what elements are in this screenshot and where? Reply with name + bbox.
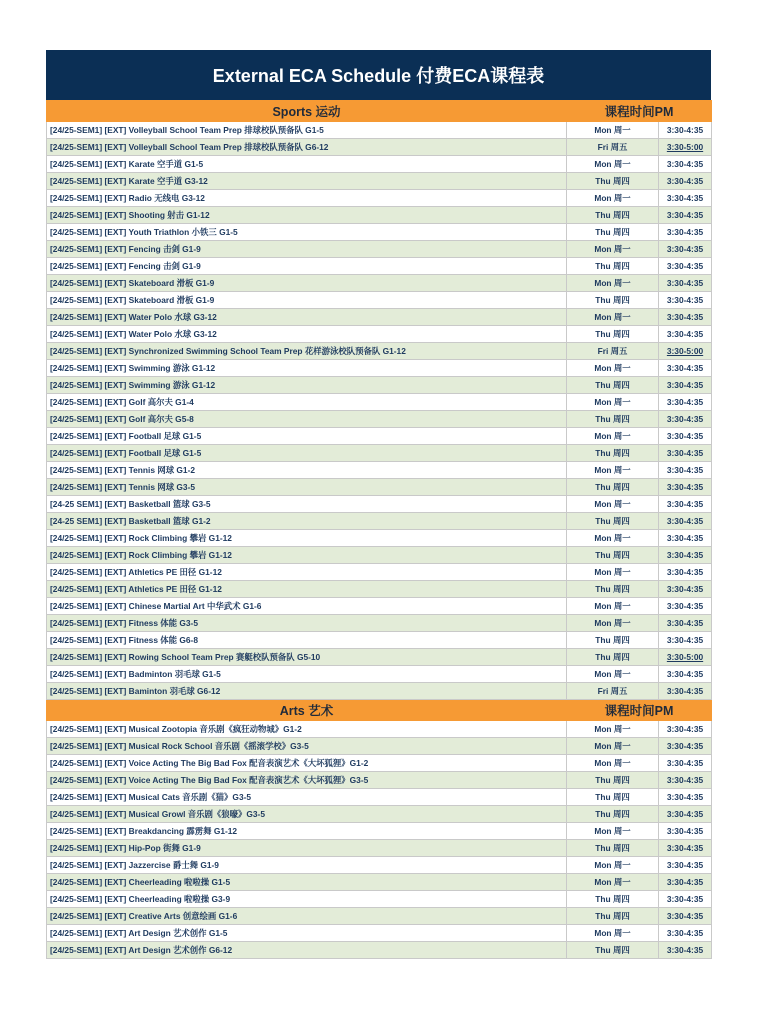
time-column-header: 课程时间PM xyxy=(567,700,712,721)
day-cell: Fri 周五 xyxy=(567,683,659,700)
table-row xyxy=(47,806,712,823)
time-cell: 3:30-4:35 xyxy=(659,772,712,789)
time-cell: 3:30-4:35 xyxy=(659,224,712,241)
course-name-cell: [24/25-SEM1] [EXT] Musical Cats 音乐剧《猫》G3-5 xyxy=(47,789,567,806)
table-row xyxy=(47,857,712,874)
course-name-cell: [24/25-SEM1] [EXT] Football 足球 G1-5 xyxy=(47,428,567,445)
day-cell: Mon 周一 xyxy=(567,190,659,207)
day-cell: Thu 周四 xyxy=(567,377,659,394)
table-row xyxy=(47,632,712,649)
table-row xyxy=(47,428,712,445)
day-cell: Thu 周四 xyxy=(567,173,659,190)
course-name-cell: [24/25-SEM1] [EXT] Cheerleading 啦啦操 G1-5 xyxy=(47,874,567,891)
course-name-cell: [24/25-SEM1] [EXT] Badminton 羽毛球 G1-5 xyxy=(47,666,567,683)
time-cell: 3:30-4:35 xyxy=(659,496,712,513)
course-name-cell: [24/25-SEM1] [EXT] Skateboard 滑板 G1-9 xyxy=(47,275,567,292)
schedule-table xyxy=(46,100,712,959)
time-cell: 3:30-4:35 xyxy=(659,513,712,530)
table-row xyxy=(47,908,712,925)
course-name-cell: [24/25-SEM1] [EXT] Fitness 体能 G6-8 xyxy=(47,632,567,649)
time-cell: 3:30-4:35 xyxy=(659,156,712,173)
day-cell: Thu 周四 xyxy=(567,840,659,857)
day-cell: Mon 周一 xyxy=(567,122,659,139)
day-cell: Mon 周一 xyxy=(567,530,659,547)
table-row xyxy=(47,840,712,857)
day-cell: Mon 周一 xyxy=(567,615,659,632)
time-cell: 3:30-4:35 xyxy=(659,908,712,925)
day-cell: Thu 周四 xyxy=(567,942,659,959)
course-name-cell: [24/25-SEM1] [EXT] Fitness 体能 G3-5 xyxy=(47,615,567,632)
course-name-cell: [24/25-SEM1] [EXT] Art Design 艺术创作 G6-12 xyxy=(47,942,567,959)
course-name-cell: [24/25-SEM1] [EXT] Hip-Pop 街舞 G1-9 xyxy=(47,840,567,857)
day-cell: Thu 周四 xyxy=(567,207,659,224)
table-row xyxy=(47,823,712,840)
table-row xyxy=(47,598,712,615)
table-row xyxy=(47,241,712,258)
day-cell: Thu 周四 xyxy=(567,806,659,823)
time-cell: 3:30-4:35 xyxy=(659,891,712,908)
time-cell: 3:30-4:35 xyxy=(659,122,712,139)
course-name-cell: [24/25-SEM1] [EXT] Rock Climbing 攀岩 G1-12 xyxy=(47,530,567,547)
course-name-cell: [24/25-SEM1] [EXT] Chinese Martial Art 中华武术 G1-6 xyxy=(47,598,567,615)
table-row xyxy=(47,326,712,343)
time-cell: 3:30-4:35 xyxy=(659,428,712,445)
time-cell: 3:30-4:35 xyxy=(659,857,712,874)
course-name-cell: [24/25-SEM1] [EXT] Shooting 射击 G1-12 xyxy=(47,207,567,224)
table-row xyxy=(47,207,712,224)
time-cell: 3:30-4:35 xyxy=(659,292,712,309)
day-cell: Thu 周四 xyxy=(567,772,659,789)
table-row xyxy=(47,891,712,908)
time-cell: 3:30-4:35 xyxy=(659,942,712,959)
day-cell: Thu 周四 xyxy=(567,513,659,530)
time-cell: 3:30-4:35 xyxy=(659,207,712,224)
day-cell: Thu 周四 xyxy=(567,789,659,806)
course-name-cell: [24/25-SEM1] [EXT] Voice Acting The Big Bad Fox 配音表演艺术《大坏狐狸》G1-2 xyxy=(47,755,567,772)
course-name-cell: [24/25-SEM1] [EXT] Musical Growl 音乐剧《狼嚎》G3-5 xyxy=(47,806,567,823)
table-row xyxy=(47,394,712,411)
time-cell: 3:30-5:00 xyxy=(659,649,712,666)
course-name-cell: [24/25-SEM1] [EXT] Baminton 羽毛球 G6-12 xyxy=(47,683,567,700)
table-row xyxy=(47,755,712,772)
course-name-cell: [24/25-SEM1] [EXT] Cheerleading 啦啦操 G3-9 xyxy=(47,891,567,908)
time-cell: 3:30-4:35 xyxy=(659,173,712,190)
course-name-cell: [24/25-SEM1] [EXT] Creative Arts 创意绘画 G1-6 xyxy=(47,908,567,925)
table-row xyxy=(47,789,712,806)
course-name-cell: [24/25-SEM1] [EXT] Karate 空手道 G1-5 xyxy=(47,156,567,173)
day-cell: Thu 周四 xyxy=(567,891,659,908)
day-cell: Thu 周四 xyxy=(567,632,659,649)
time-cell: 3:30-4:35 xyxy=(659,874,712,891)
time-cell: 3:30-4:35 xyxy=(659,479,712,496)
table-row xyxy=(47,292,712,309)
table-row xyxy=(47,224,712,241)
day-cell: Mon 周一 xyxy=(567,755,659,772)
day-cell: Mon 周一 xyxy=(567,309,659,326)
table-row xyxy=(47,683,712,700)
table-row xyxy=(47,530,712,547)
time-cell: 3:30-4:35 xyxy=(659,738,712,755)
day-cell: Thu 周四 xyxy=(567,547,659,564)
day-cell: Thu 周四 xyxy=(567,479,659,496)
time-cell: 3:30-5:00 xyxy=(659,343,712,360)
table-row xyxy=(47,721,712,738)
table-row xyxy=(47,377,712,394)
course-name-cell: [24/25-SEM1] [EXT] Art Design 艺术创作 G1-5 xyxy=(47,925,567,942)
day-cell: Thu 周四 xyxy=(567,292,659,309)
day-cell: Thu 周四 xyxy=(567,445,659,462)
table-row xyxy=(47,666,712,683)
day-cell: Mon 周一 xyxy=(567,156,659,173)
day-cell: Fri 周五 xyxy=(567,139,659,156)
day-cell: Thu 周四 xyxy=(567,411,659,428)
section-title: Sports 运动 xyxy=(47,101,567,122)
table-row xyxy=(47,462,712,479)
time-cell: 3:30-4:35 xyxy=(659,581,712,598)
course-name-cell: [24-25 SEM1] [EXT] Basketball 篮球 G3-5 xyxy=(47,496,567,513)
course-name-cell: [24/25-SEM1] [EXT] Swimming 游泳 G1-12 xyxy=(47,360,567,377)
time-cell: 3:30-4:35 xyxy=(659,789,712,806)
course-name-cell: [24/25-SEM1] [EXT] Fencing 击剑 G1-9 xyxy=(47,258,567,275)
table-row xyxy=(47,496,712,513)
table-row xyxy=(47,874,712,891)
time-cell: 3:30-4:35 xyxy=(659,275,712,292)
table-row xyxy=(47,411,712,428)
time-cell: 3:30-4:35 xyxy=(659,564,712,581)
time-cell: 3:30-4:35 xyxy=(659,377,712,394)
time-cell: 3:30-4:35 xyxy=(659,823,712,840)
day-cell: Mon 周一 xyxy=(567,360,659,377)
course-name-cell: [24/25-SEM1] [EXT] Volleyball School Team Prep 排球校队预备队 G6-12 xyxy=(47,139,567,156)
time-cell: 3:30-4:35 xyxy=(659,598,712,615)
day-cell: Fri 周五 xyxy=(567,343,659,360)
table-row xyxy=(47,479,712,496)
table-row xyxy=(47,649,712,666)
course-name-cell: [24/25-SEM1] [EXT] Football 足球 G1-5 xyxy=(47,445,567,462)
day-cell: Thu 周四 xyxy=(567,258,659,275)
table-row xyxy=(47,343,712,360)
day-cell: Thu 周四 xyxy=(567,326,659,343)
time-cell: 3:30-4:35 xyxy=(659,241,712,258)
day-cell: Mon 周一 xyxy=(567,738,659,755)
course-name-cell: [24/25-SEM1] [EXT] Youth Triathlon 小铁三 G1-5 xyxy=(47,224,567,241)
table-row xyxy=(47,139,712,156)
table-row xyxy=(47,564,712,581)
time-cell: 3:30-5:00 xyxy=(659,139,712,156)
course-name-cell: [24/25-SEM1] [EXT] Swimming 游泳 G1-12 xyxy=(47,377,567,394)
time-cell: 3:30-4:35 xyxy=(659,755,712,772)
course-name-cell: [24/25-SEM1] [EXT] Golf 高尔夫 G5-8 xyxy=(47,411,567,428)
course-name-cell: [24/25-SEM1] [EXT] Musical Rock School 音乐剧《摇滚学校》G3-5 xyxy=(47,738,567,755)
course-name-cell: [24/25-SEM1] [EXT] Synchronized Swimming School Team Prep 花样游泳校队预备队 G1-12 xyxy=(47,343,567,360)
table-row xyxy=(47,547,712,564)
section-header xyxy=(47,700,712,721)
day-cell: Thu 周四 xyxy=(567,908,659,925)
course-name-cell: [24/25-SEM1] [EXT] Tennis 网球 G1-2 xyxy=(47,462,567,479)
table-row xyxy=(47,190,712,207)
time-cell: 3:30-4:35 xyxy=(659,683,712,700)
time-cell: 3:30-4:35 xyxy=(659,190,712,207)
day-cell: Mon 周一 xyxy=(567,925,659,942)
course-name-cell: [24/25-SEM1] [EXT] Breakdancing 霹雳舞 G1-12 xyxy=(47,823,567,840)
time-cell: 3:30-4:35 xyxy=(659,721,712,738)
table-row xyxy=(47,156,712,173)
page-title: External ECA Schedule 付费ECA课程表 xyxy=(46,50,711,100)
table-row xyxy=(47,122,712,139)
time-cell: 3:30-4:35 xyxy=(659,394,712,411)
time-cell: 3:30-4:35 xyxy=(659,462,712,479)
course-name-cell: [24/25-SEM1] [EXT] Water Polo 水球 G3-12 xyxy=(47,309,567,326)
course-name-cell: [24/25-SEM1] [EXT] Tennis 网球 G3-5 xyxy=(47,479,567,496)
day-cell: Mon 周一 xyxy=(567,598,659,615)
day-cell: Mon 周一 xyxy=(567,428,659,445)
day-cell: Mon 周一 xyxy=(567,241,659,258)
section-header xyxy=(47,101,712,122)
time-cell: 3:30-4:35 xyxy=(659,632,712,649)
course-name-cell: [24/25-SEM1] [EXT] Karate 空手道 G3-12 xyxy=(47,173,567,190)
day-cell: Mon 周一 xyxy=(567,666,659,683)
time-cell: 3:30-4:35 xyxy=(659,360,712,377)
time-column-header: 课程时间PM xyxy=(567,101,712,122)
time-cell: 3:30-4:35 xyxy=(659,411,712,428)
course-name-cell: [24/25-SEM1] [EXT] Volleyball School Team Prep 排球校队预备队 G1-5 xyxy=(47,122,567,139)
table-row xyxy=(47,275,712,292)
day-cell: Mon 周一 xyxy=(567,874,659,891)
time-cell: 3:30-4:35 xyxy=(659,530,712,547)
day-cell: Mon 周一 xyxy=(567,564,659,581)
day-cell: Mon 周一 xyxy=(567,275,659,292)
table-row xyxy=(47,581,712,598)
table-row xyxy=(47,258,712,275)
course-name-cell: [24/25-SEM1] [EXT] Jazzercise 爵士舞 G1-9 xyxy=(47,857,567,874)
table-row xyxy=(47,615,712,632)
course-name-cell: [24/25-SEM1] [EXT] Radio 无线电 G3-12 xyxy=(47,190,567,207)
time-cell: 3:30-4:35 xyxy=(659,445,712,462)
course-name-cell: [24/25-SEM1] [EXT] Skateboard 滑板 G1-9 xyxy=(47,292,567,309)
course-name-cell: [24/25-SEM1] [EXT] Rock Climbing 攀岩 G1-12 xyxy=(47,547,567,564)
time-cell: 3:30-4:35 xyxy=(659,258,712,275)
table-row xyxy=(47,772,712,789)
time-cell: 3:30-4:35 xyxy=(659,309,712,326)
section-title: Arts 艺术 xyxy=(47,700,567,721)
course-name-cell: [24-25 SEM1] [EXT] Basketball 篮球 G1-2 xyxy=(47,513,567,530)
time-cell: 3:30-4:35 xyxy=(659,925,712,942)
course-name-cell: [24/25-SEM1] [EXT] Athletics PE 田径 G1-12 xyxy=(47,564,567,581)
day-cell: Mon 周一 xyxy=(567,394,659,411)
day-cell: Mon 周一 xyxy=(567,721,659,738)
course-name-cell: [24/25-SEM1] [EXT] Voice Acting The Big Bad Fox 配音表演艺术《大坏狐狸》G3-5 xyxy=(47,772,567,789)
table-row xyxy=(47,925,712,942)
day-cell: Mon 周一 xyxy=(567,496,659,513)
course-name-cell: [24/25-SEM1] [EXT] Fencing 击剑 G1-9 xyxy=(47,241,567,258)
day-cell: Mon 周一 xyxy=(567,823,659,840)
time-cell: 3:30-4:35 xyxy=(659,666,712,683)
table-row xyxy=(47,513,712,530)
table-row xyxy=(47,309,712,326)
time-cell: 3:30-4:35 xyxy=(659,615,712,632)
time-cell: 3:30-4:35 xyxy=(659,806,712,823)
time-cell: 3:30-4:35 xyxy=(659,840,712,857)
day-cell: Thu 周四 xyxy=(567,224,659,241)
table-row xyxy=(47,173,712,190)
day-cell: Mon 周一 xyxy=(567,857,659,874)
table-row xyxy=(47,942,712,959)
course-name-cell: [24/25-SEM1] [EXT] Athletics PE 田径 G1-12 xyxy=(47,581,567,598)
day-cell: Thu 周四 xyxy=(567,649,659,666)
time-cell: 3:30-4:35 xyxy=(659,547,712,564)
table-row xyxy=(47,445,712,462)
table-row xyxy=(47,360,712,377)
course-name-cell: [24/25-SEM1] [EXT] Musical Zootopia 音乐剧《疯狂动物城》G1-2 xyxy=(47,721,567,738)
course-name-cell: [24/25-SEM1] [EXT] Golf 高尔夫 G1-4 xyxy=(47,394,567,411)
schedule-sheet xyxy=(46,50,711,959)
course-name-cell: [24/25-SEM1] [EXT] Water Polo 水球 G3-12 xyxy=(47,326,567,343)
time-cell: 3:30-4:35 xyxy=(659,326,712,343)
course-name-cell: [24/25-SEM1] [EXT] Rowing School Team Prep 赛艇校队预备队 G5-10 xyxy=(47,649,567,666)
day-cell: Thu 周四 xyxy=(567,581,659,598)
table-row xyxy=(47,738,712,755)
day-cell: Mon 周一 xyxy=(567,462,659,479)
